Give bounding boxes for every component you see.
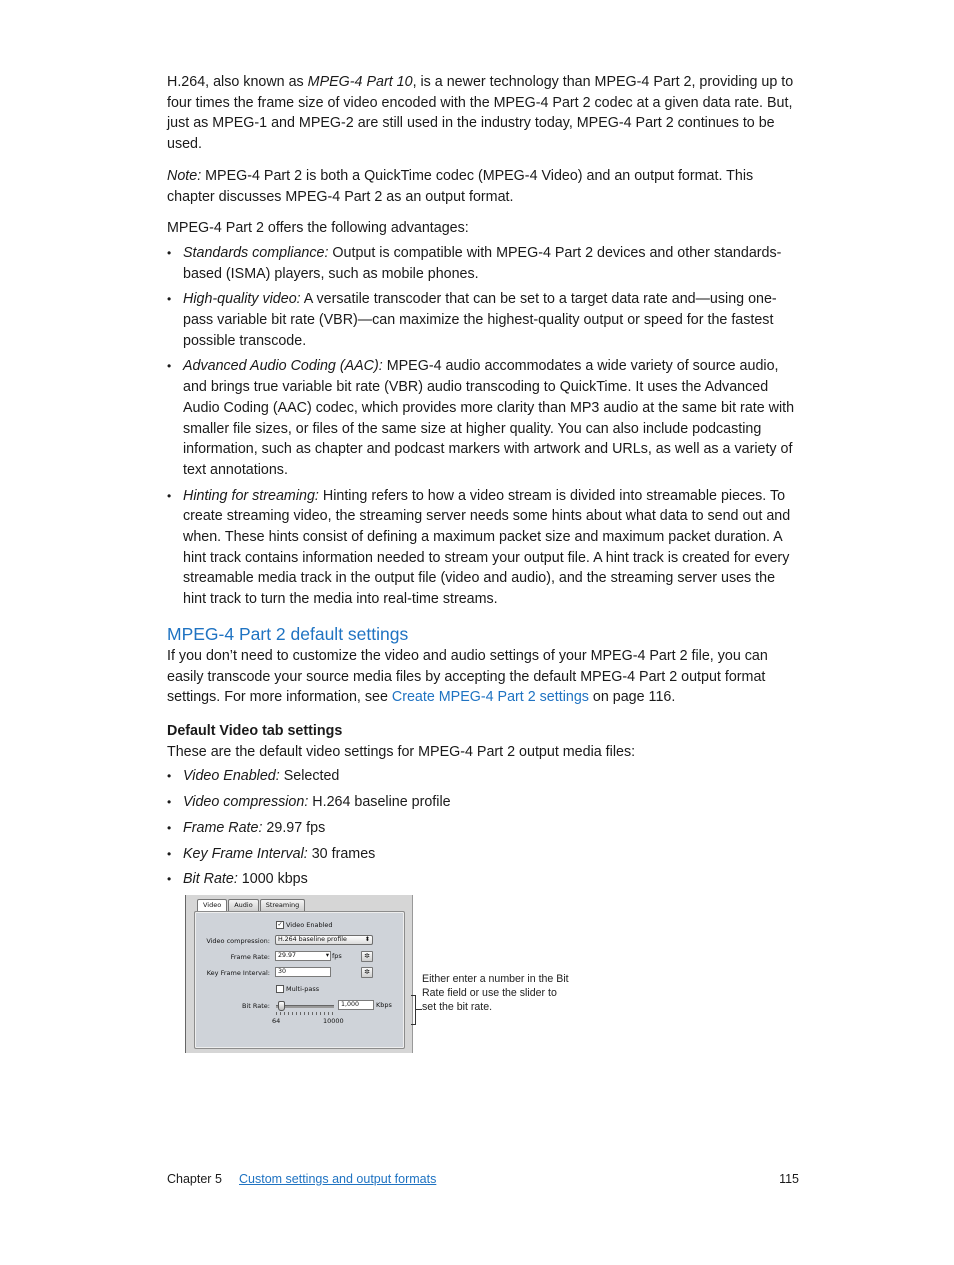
video-enabled-checkbox[interactable]: ✓ [277,921,283,928]
list-term: Hinting for streaming: [183,487,319,504]
list-item [167,869,799,890]
video-enabled-label: Video Enabled [286,921,333,929]
intro-paragraph [167,72,799,155]
slider-ticks [276,1012,334,1015]
list-text: Selected [279,768,340,785]
text-run: H.264, also known as [167,74,308,90]
settings-panel [194,911,405,1049]
note-text: MPEG-4 Part 2 is both a QuickTime codec (MPEG-4 Video) and an output format. This chapter discusses MPEG-4 Part 2 as an output format. [167,167,754,205]
settings-tabs [197,899,306,911]
video-compression-popup[interactable] [275,935,373,945]
note-paragraph [167,166,799,207]
bit-rate-label: Bit Rate: [242,1002,270,1010]
page-number: 115 [779,1172,799,1186]
note-label: Note: [167,167,202,184]
slider-max-label: 10000 [323,1017,344,1025]
list-term: Bit Rate: [183,871,238,888]
text-run: If you don’t need to customize the video and audio settings of your MPEG-4 Part 2 file, you can easily transcode your source media files by accepting the default MPEG-4 Part 2 output format settings. For more information, see [167,647,768,706]
callout-bracket [411,995,416,1025]
bit-rate-unit: Kbps [376,1001,392,1009]
list-text: H.264 baseline profile [308,794,451,811]
advantages-list [167,243,799,610]
bit-rate-slider-thumb[interactable] [278,1001,285,1011]
list-item [167,356,799,480]
list-item [167,486,799,610]
frame-rate-value: 29.97 [278,952,297,959]
key-frame-interval-field[interactable]: 30 [275,967,331,977]
frame-rate-gear-icon[interactable]: ✲ [361,951,373,962]
slider-min-label: 64 [272,1017,281,1025]
frame-rate-combo[interactable] [275,951,331,961]
list-term: Key Frame Interval: [183,845,308,862]
video-settings-screenshot [185,895,413,1053]
list-text: MPEG-4 audio accommodates a wide variety of source audio, and brings true variable bit rate (VBR) audio transcoding to QuickTime. It uses the Advanced Audio Coding (AAC) codec, which provides more clarity than MP3 audio at the same bit rate with smaller file sizes, or files of the same size at higher quality. You can also include podcasting information, such as chapter and podcast markers with artwork and URLs, as well as a variety of text annotations. [183,358,795,478]
video-compression-label: Video compression: [206,937,270,945]
list-item [167,792,799,813]
callout-text: Either enter a number in the Bit Rate field or use the slider to set the bit rate. [422,973,569,1013]
callout-leader [415,1009,422,1010]
list-text: 29.97 fps [262,819,326,836]
list-item [167,818,799,839]
list-term: Video compression: [183,794,309,811]
section-paragraph [167,646,799,708]
tab-streaming[interactable]: Streaming [260,899,306,911]
page-body [167,72,799,895]
list-term: Standards compliance: [183,244,329,261]
list-text: Hinting refers to how a video stream is divided into streamable pieces. To create streaming video, the streaming server needs some hints about what data to send out and when. These hints consist of defining a maximum packet size and maximum packet duration. A hint track contains information needed to stream your output file. A hint track is created for every streamable media track in the output file (video and audio), and the streaming server uses the hint track to turn the media into real-time streams. [183,487,791,608]
list-text: 1000 kbps [237,871,308,888]
multi-pass-label: Multi-pass [286,985,320,993]
list-item [167,844,799,865]
popup-arrows-icon: ⬍ [364,936,370,943]
subsection-intro: These are the default video settings for MPEG-4 Part 2 output media files: [167,743,636,760]
tab-audio[interactable]: Audio [228,899,258,911]
list-text: 30 frames [307,845,376,862]
list-term: Frame Rate: [183,819,263,836]
text-run: , is a newer technology than MPEG-4 Part 2, providing up to four times the frame size of video encoded with the MPEG-4 Part 2 codec at a given data rate. But, just as MPEG-1 and MPEG-2 are still used in the industry today, MPEG-4 Part 2 continues to be used. [167,74,794,153]
tab-video[interactable]: Video [197,899,227,911]
list-term: High-quality video: [183,291,301,308]
advantages-intro: MPEG-4 Part 2 offers the following advantages: [167,220,469,237]
frame-rate-label: Frame Rate: [230,953,270,961]
chevron-down-icon[interactable]: ▾ [325,952,329,959]
list-term: Video Enabled: [183,768,280,785]
footer-chapter: Chapter 5 [167,1172,222,1186]
list-item [167,243,799,284]
list-text: Output is compatible with MPEG-4 Part 2 devices and other standards-based (ISMA) players, such as mobile phones. [183,244,782,282]
multi-pass-checkbox[interactable] [276,985,284,993]
section-heading: MPEG-4 Part 2 default settings [167,623,409,644]
create-settings-link[interactable]: Create MPEG-4 Part 2 settings [391,689,589,706]
emphasis: MPEG-4 Part 10 [307,74,413,90]
page-footer [167,1172,799,1192]
defaults-list [167,766,799,890]
bit-rate-field[interactable]: 1,000 [338,1000,374,1010]
list-text: A versatile transcoder that can be set to a target data rate and—using one-pass variable bit rate (VBR)—can maximize the highest-quality output or speed for the fastest possible transcode. [183,291,777,349]
footer-chapter-link[interactable]: Custom settings and output formats [239,1172,437,1186]
list-term: Advanced Audio Coding (AAC): [183,358,383,375]
subsection-heading: Default Video tab settings [167,722,343,739]
key-frame-interval-label: Key Frame Interval: [206,969,270,977]
text-run: on page 116. [588,689,676,706]
frame-rate-unit: fps [332,952,342,960]
key-frame-gear-icon[interactable]: ✲ [361,967,373,978]
list-item [167,766,799,787]
list-item [167,289,799,351]
video-compression-value: H.264 baseline profile [278,936,347,943]
